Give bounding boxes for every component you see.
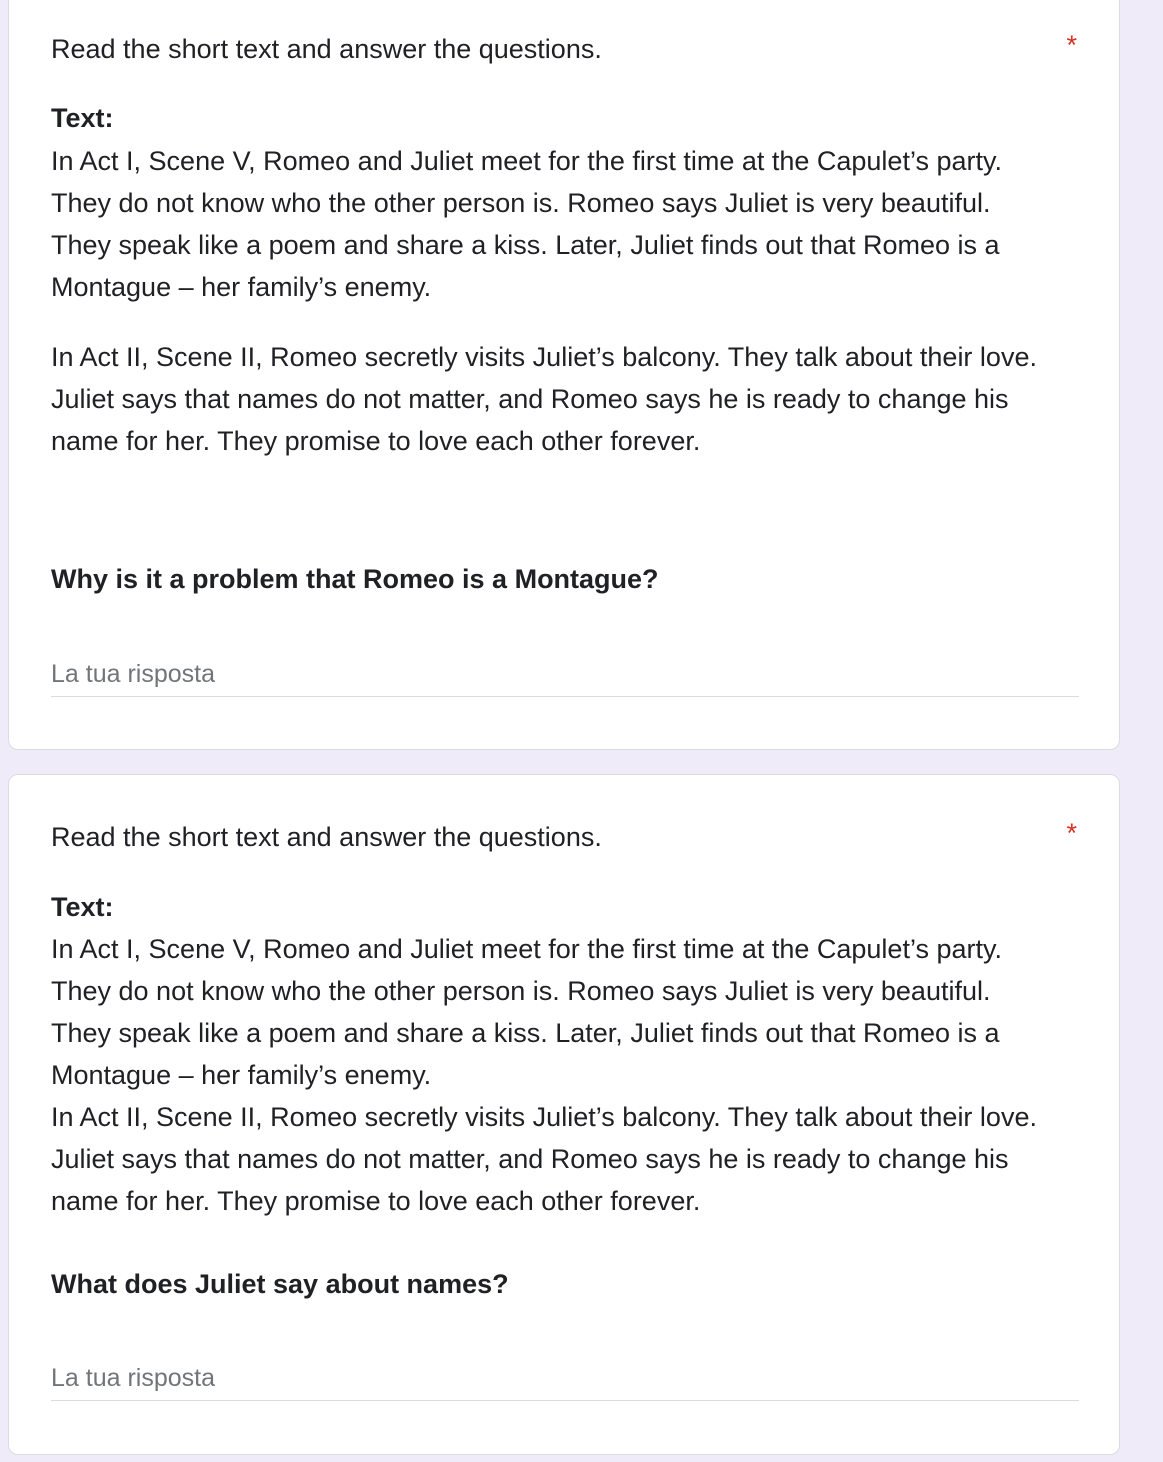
passage-paragraph — [51, 140, 1076, 308]
question-title: What does Juliet say about names? — [51, 1269, 509, 1299]
question-title: Why is it a problem that Romeo is a Montague? — [51, 564, 659, 594]
answer-input[interactable] — [51, 1357, 1079, 1401]
text-label: Text: — [51, 892, 114, 922]
passage-line: In Act II, Scene II, Romeo secretly visits Juliet’s balcony. They talk about their love. — [51, 1102, 1037, 1132]
passage-line: They do not know who the other person is. Romeo says Juliet is very beautiful. — [51, 188, 991, 218]
passage-line: name for her. They promise to love each other forever. — [51, 1186, 701, 1216]
required-asterisk: * — [1066, 818, 1077, 848]
passage-line: In Act I, Scene V, Romeo and Juliet meet for the first time at the Capulet’s party. — [51, 146, 1002, 176]
passage-line: name for her. They promise to love each other forever. — [51, 426, 701, 456]
question-card — [8, 774, 1120, 1455]
passage-line: Montague – her family’s enemy. — [51, 272, 432, 302]
question-card — [8, 0, 1120, 750]
passage-line: Juliet says that names do not matter, and Romeo says he is ready to change his — [51, 1144, 1009, 1174]
passage-line: Juliet says that names do not matter, and Romeo says he is ready to change his — [51, 384, 1009, 414]
question-instruction — [51, 820, 1077, 854]
passage-paragraph — [51, 336, 1076, 462]
instruction-text: Read the short text and answer the questions. — [51, 822, 602, 852]
answer-input[interactable] — [51, 653, 1079, 697]
passage-line: In Act II, Scene II, Romeo secretly visits Juliet’s balcony. They talk about their love. — [51, 342, 1037, 372]
instruction-text: Read the short text and answer the questions. — [51, 34, 602, 64]
passage-line: Montague – her family’s enemy. — [51, 1060, 432, 1090]
required-asterisk: * — [1066, 30, 1077, 60]
question-instruction — [51, 32, 1077, 66]
passage-line: They speak like a poem and share a kiss. Later, Juliet finds out that Romeo is a — [51, 230, 1000, 260]
text-label: Text: — [51, 103, 114, 133]
passage-line: In Act I, Scene V, Romeo and Juliet meet for the first time at the Capulet’s party. — [51, 934, 1002, 964]
passage-line: They do not know who the other person is. Romeo says Juliet is very beautiful. — [51, 976, 991, 1006]
passage-paragraph — [51, 928, 1076, 1222]
passage-line: They speak like a poem and share a kiss. Later, Juliet finds out that Romeo is a — [51, 1018, 1000, 1048]
